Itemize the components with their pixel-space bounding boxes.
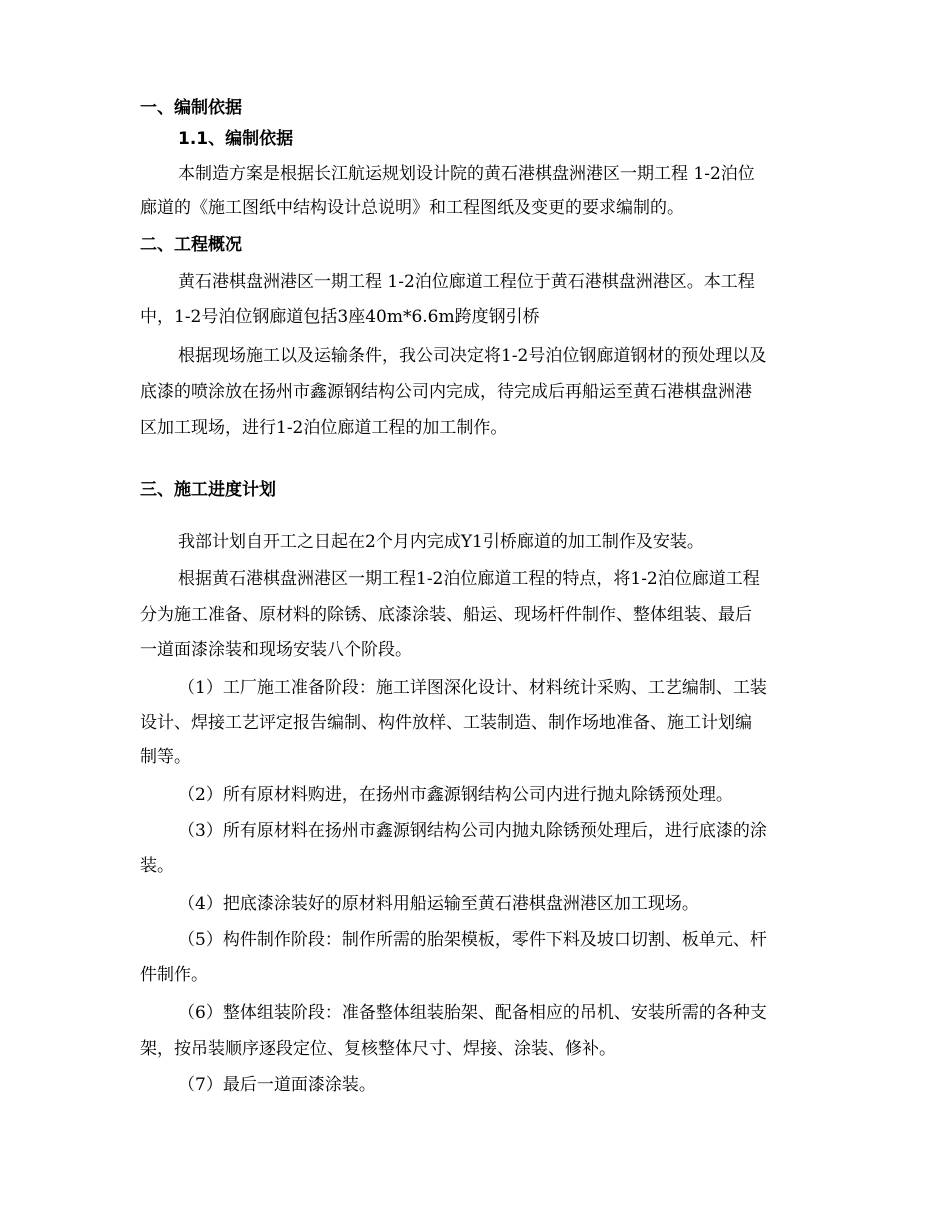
section-2-heading: 二、工程概况 xyxy=(140,235,242,255)
section-3-paragraph-line: 分为施工准备、原材料的除锈、底漆涂装、船运、现场杆件制作、整体组装、最后 xyxy=(140,605,752,625)
list-item-6: （6）整体组装阶段：准备整体组装胎架、配备相应的吊机、安装所需的各种支 xyxy=(178,1003,767,1023)
list-item-5-continued: 件制作。 xyxy=(140,965,208,985)
section-2-paragraph-line: 中，1-2号泊位钢廊道包括3座40m*6.6m跨度钢引桥 xyxy=(140,307,540,327)
list-item-2: （2）所有原材料购进，在扬州市鑫源钢结构公司内进行抛丸除锈预处理。 xyxy=(178,785,733,805)
section-1-1-heading: 1.1、编制依据 xyxy=(178,129,294,149)
section-1-paragraph-line: 本制造方案是根据长江航运规划设计院的黄石港棋盘洲港区一期工程 1-2泊位 xyxy=(178,164,755,184)
list-item-7: （7）最后一道面漆涂装。 xyxy=(178,1075,376,1095)
list-item-6-continued: 架，按吊装顺序逐段定位、复核整体尺寸、焊接、涂装、修补。 xyxy=(140,1039,616,1059)
list-item-1: （1）工厂施工准备阶段：施工详图深化设计、材料统计采购、工艺编制、工装 xyxy=(178,678,767,698)
list-item-5: （5）构件制作阶段：制作所需的胎架模板，零件下料及坡口切割、板单元、杆 xyxy=(178,930,767,950)
section-3-paragraph-line: 根据黄石港棋盘洲港区一期工程1-2泊位廊道工程的特点，将1-2泊位廊道工程 xyxy=(178,569,760,589)
section-2-paragraph-line: 底漆的喷涂放在扬州市鑫源钢结构公司内完成，待完成后再船运至黄石港棋盘洲港 xyxy=(140,382,752,402)
section-3-paragraph-line: 我部计划自开工之日起在2个月内完成Y1引桥廊道的加工制作及安装。 xyxy=(178,532,704,552)
section-1-paragraph-line: 廊道的《施工图纸中结构设计总说明》和工程图纸及变更的要求编制的。 xyxy=(140,198,684,218)
section-2-paragraph-line: 区加工现场，进行1-2泊位廊道工程的加工制作。 xyxy=(140,418,508,438)
section-2-paragraph-line: 根据现场施工以及运输条件，我公司决定将1-2号泊位钢廊道钢材的预处理以及 xyxy=(178,346,767,366)
section-1-heading: 一、编制依据 xyxy=(140,98,242,118)
list-item-1-continued: 制等。 xyxy=(140,747,191,767)
section-2-paragraph-line: 黄石港棋盘洲港区一期工程 1-2泊位廊道工程位于黄石港棋盘洲港区。本工程 xyxy=(178,272,755,292)
list-item-3-continued: 装。 xyxy=(140,856,174,876)
list-item-3: （3）所有原材料在扬州市鑫源钢结构公司内抛丸除锈预处理后，进行底漆的涂 xyxy=(178,821,767,841)
section-3-paragraph-line: 一道面漆涂装和现场安装八个阶段。 xyxy=(140,640,412,660)
section-3-heading: 三、施工进度计划 xyxy=(140,480,276,500)
list-item-4: （4）把底漆涂装好的原材料用船运输至黄石港棋盘洲港区加工现场。 xyxy=(178,894,699,914)
list-item-1-continued: 设计、焊接工艺评定报告编制、构件放样、工装制造、制作场地准备、施工计划编 xyxy=(140,713,752,733)
